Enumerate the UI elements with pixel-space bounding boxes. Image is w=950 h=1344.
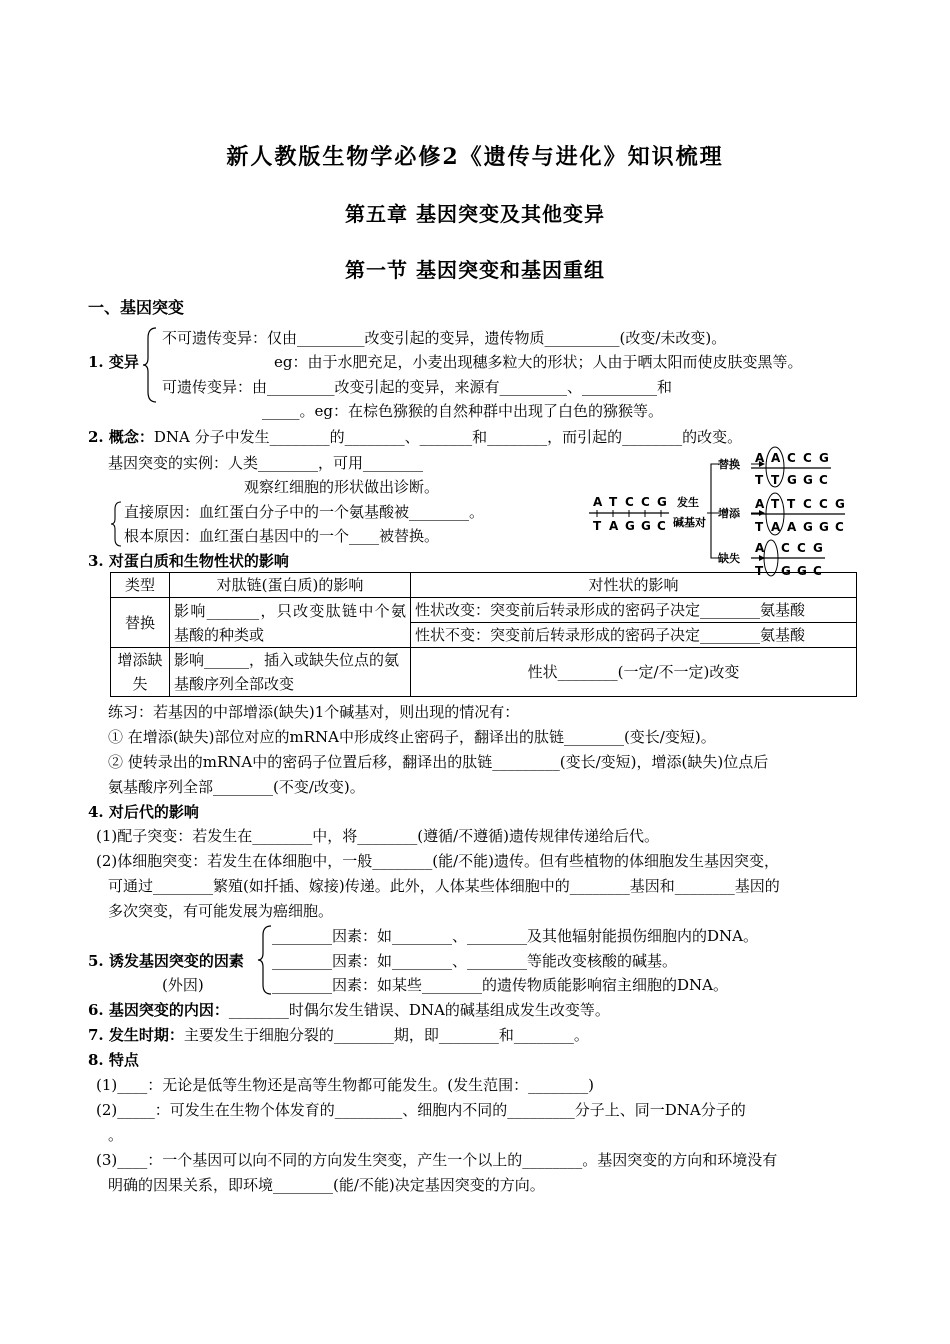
base-letter: G bbox=[819, 451, 829, 465]
base-letter: C bbox=[835, 520, 844, 534]
item2-brace bbox=[110, 500, 124, 548]
diagram-row-label: 替换 bbox=[718, 458, 740, 471]
chapter-title: 第五章 基因突变及其他变异 bbox=[345, 202, 605, 226]
item2-root: 根本原因：血红蛋白基因中的一个____被替换。 bbox=[124, 527, 440, 545]
item1-line3: 可遗传变异：由_________改变引起的变异，来源有_________、__________和 bbox=[162, 378, 673, 396]
base-letter: C bbox=[797, 541, 806, 555]
base-letter: G bbox=[803, 520, 813, 534]
base-letter: C bbox=[657, 519, 666, 533]
base-letter: T bbox=[755, 520, 764, 534]
base-letter: C bbox=[787, 451, 796, 465]
exercise-title: 练习：若基因的中部增添(缺失)1个碱基对，则出现的情况有： bbox=[108, 703, 520, 721]
base-letter: G bbox=[781, 564, 791, 578]
base-letter: A bbox=[755, 541, 765, 555]
diagram-row-label: 增添 bbox=[718, 507, 740, 520]
diagram-center-top: 发生 bbox=[677, 496, 699, 509]
table-row bbox=[111, 573, 857, 598]
base-letter: G bbox=[641, 519, 651, 533]
item1-line4: _____。eg：在棕色猕猴的自然种群中出现了白色的猕猴等。 bbox=[262, 402, 663, 420]
base-letter: T bbox=[755, 473, 764, 487]
base-letter: T bbox=[593, 519, 602, 533]
table-row bbox=[111, 648, 857, 697]
base-letter: T bbox=[771, 497, 780, 511]
item5-label: 5. 诱发基因突变的因素 bbox=[88, 952, 244, 970]
exercise-line3: 氨基酸序列全部________(不变/改变)。 bbox=[108, 778, 365, 796]
diagram-row-label: 缺失 bbox=[718, 552, 740, 565]
base-letter: C bbox=[813, 564, 822, 578]
base-letter: T bbox=[755, 564, 764, 578]
item1-line1: 不可遗传变异：仅由_________改变引起的变异，遗传物质__________(改变/未改变)。 bbox=[162, 329, 727, 347]
base-letter: A bbox=[787, 520, 797, 534]
base-letter: G bbox=[625, 519, 635, 533]
item1-brace bbox=[142, 326, 160, 404]
base-letter: A bbox=[771, 451, 781, 465]
diagram-center-bottom: 碱基对 bbox=[673, 516, 706, 529]
section-title: 第一节 基因突变和基因重组 bbox=[345, 258, 605, 282]
base-letter: A bbox=[593, 495, 603, 509]
base-letter: C bbox=[803, 497, 812, 511]
base-letter: A bbox=[755, 497, 765, 511]
base-letter: G bbox=[813, 541, 823, 555]
item7-text: 主要发生于细胞分裂的________期，即________和________。 bbox=[183, 1026, 589, 1044]
base-letter: C bbox=[641, 495, 650, 509]
item5-line2: ________因素：如________、________等能改变核酸的碱基。 bbox=[272, 952, 678, 970]
item4-line2: (2)体细胞突变：若发生在体细胞中，一般________(能/不能)遗传。但有些植物的体细胞发生基因突变， bbox=[96, 852, 780, 870]
table-cell: 影响______，插入或缺失位点的氨基酸序列全部改变 bbox=[170, 648, 411, 697]
base-letter: C bbox=[819, 473, 828, 487]
item8-line1: (1)____：无论是低等生物还是高等生物都可能发生。(发生范围：________) bbox=[96, 1076, 594, 1094]
exercise-line1: ① 在增添(缺失)部位对应的mRNA中形成终止密码子，翻译出的肽链________(变长/变短)。 bbox=[108, 728, 716, 746]
base-letter: G bbox=[803, 473, 813, 487]
item4-line1: (1)配子突变：若发生在________中，将________(遵循/不遵循)遗传规律传递给后代。 bbox=[96, 827, 660, 845]
base-letter: T bbox=[771, 473, 780, 487]
item2-example2: 观察红细胞的形状做出诊断。 bbox=[244, 478, 440, 496]
table-cell: 性状________(一定/不一定)改变 bbox=[411, 648, 857, 697]
item1-label: 1. 变异 bbox=[88, 353, 139, 371]
effect-table bbox=[110, 572, 857, 697]
page-title: 新人教版生物学必修2《遗传与进化》知识梳理 bbox=[226, 144, 724, 170]
item2-label: 2. 概念： bbox=[88, 428, 154, 446]
base-letter: A bbox=[755, 451, 765, 465]
mutation-diagram bbox=[585, 446, 847, 578]
item8-line2: (2)_____：可发生在生物个体发育的_________、细胞内不同的_________分子上、同一DNA分子的 bbox=[96, 1101, 746, 1119]
item8-heading: 8. 特点 bbox=[88, 1051, 139, 1069]
item4-heading: 4. 对后代的影响 bbox=[88, 803, 199, 821]
table-row bbox=[111, 598, 857, 623]
table-cell: 影响_______，只改变肽链中个氨基酸的种类或 bbox=[170, 598, 411, 648]
item6-label: 6. 基因突变的内因： bbox=[88, 1001, 229, 1019]
item5-line1: ________因素：如________、________及其他辐射能损伤细胞内的DNA。 bbox=[272, 927, 758, 945]
base-letter: G bbox=[835, 497, 845, 511]
part-heading: 一、基因突变 bbox=[88, 298, 185, 317]
table-header: 对肽链(蛋白质)的影响 bbox=[170, 573, 411, 598]
table-header: 对性状的影响 bbox=[411, 573, 857, 598]
item8-line2b: 。 bbox=[108, 1126, 124, 1144]
base-letter: G bbox=[657, 495, 667, 509]
table-cell: 增添缺失 bbox=[111, 648, 170, 697]
table-header: 类型 bbox=[111, 573, 170, 598]
item2-text: DNA 分子中发生________的________、_______和________，而引起的________的改变。 bbox=[153, 428, 743, 446]
table-cell: 性状改变：突变前后转录形成的密码子决定________氨基酸 bbox=[411, 598, 857, 623]
base-letter: C bbox=[819, 497, 828, 511]
item4-line4: 多次突变，有可能发展为癌细胞。 bbox=[108, 902, 334, 920]
item8-line3: (3)____：一个基因可以向不同的方向发生突变，产生一个以上的________。基因突变的方向和环境没有 bbox=[96, 1151, 778, 1169]
base-letter: T bbox=[609, 495, 618, 509]
item2-direct: 直接原因：血红蛋白分子中的一个氨基酸被________。 bbox=[124, 503, 485, 521]
item2-example1: 基因突变的实例：人类________，可用________ bbox=[108, 454, 424, 472]
table-cell: 替换 bbox=[111, 598, 170, 648]
base-letter: C bbox=[803, 451, 812, 465]
base-letter: G bbox=[787, 473, 797, 487]
exercise-line2: ② 使转录出的mRNA中的密码子位置后移，翻译出的肽链_________(变长/变短)，增添(缺失)位点后 bbox=[108, 753, 769, 771]
base-letter: A bbox=[771, 520, 781, 534]
item5-sub: (外因) bbox=[162, 976, 204, 994]
table-cell: 性状不变：突变前后转录形成的密码子决定________氨基酸 bbox=[411, 623, 857, 648]
base-letter: C bbox=[781, 541, 790, 555]
item7-label: 7. 发生时期： bbox=[88, 1026, 184, 1044]
item4-line3: 可通过________繁殖(如扦插、嫁接)传递。此外，人体某些体细胞中的________基因和________基因的 bbox=[108, 877, 780, 895]
base-letter: G bbox=[819, 520, 829, 534]
item3-heading: 3. 对蛋白质和生物性状的影响 bbox=[88, 552, 289, 570]
item8-line3b: 明确的因果关系，即环境________(能/不能)决定基因突变的方向。 bbox=[108, 1176, 545, 1194]
base-letter: C bbox=[625, 495, 634, 509]
base-letter: G bbox=[797, 564, 807, 578]
item1-line2: eg：由于水肥充足，小麦出现穗多粒大的形状；人由于晒太阳而使皮肤变黑等。 bbox=[274, 353, 803, 371]
base-letter: T bbox=[787, 497, 796, 511]
item6-text: ________时偶尔发生错误、DNA的碱基组成发生改变等。 bbox=[228, 1001, 610, 1019]
base-letter: A bbox=[609, 519, 619, 533]
item5-line3: ________因素：如某些________的遗传物质能影响宿主细胞的DNA。 bbox=[272, 976, 728, 994]
